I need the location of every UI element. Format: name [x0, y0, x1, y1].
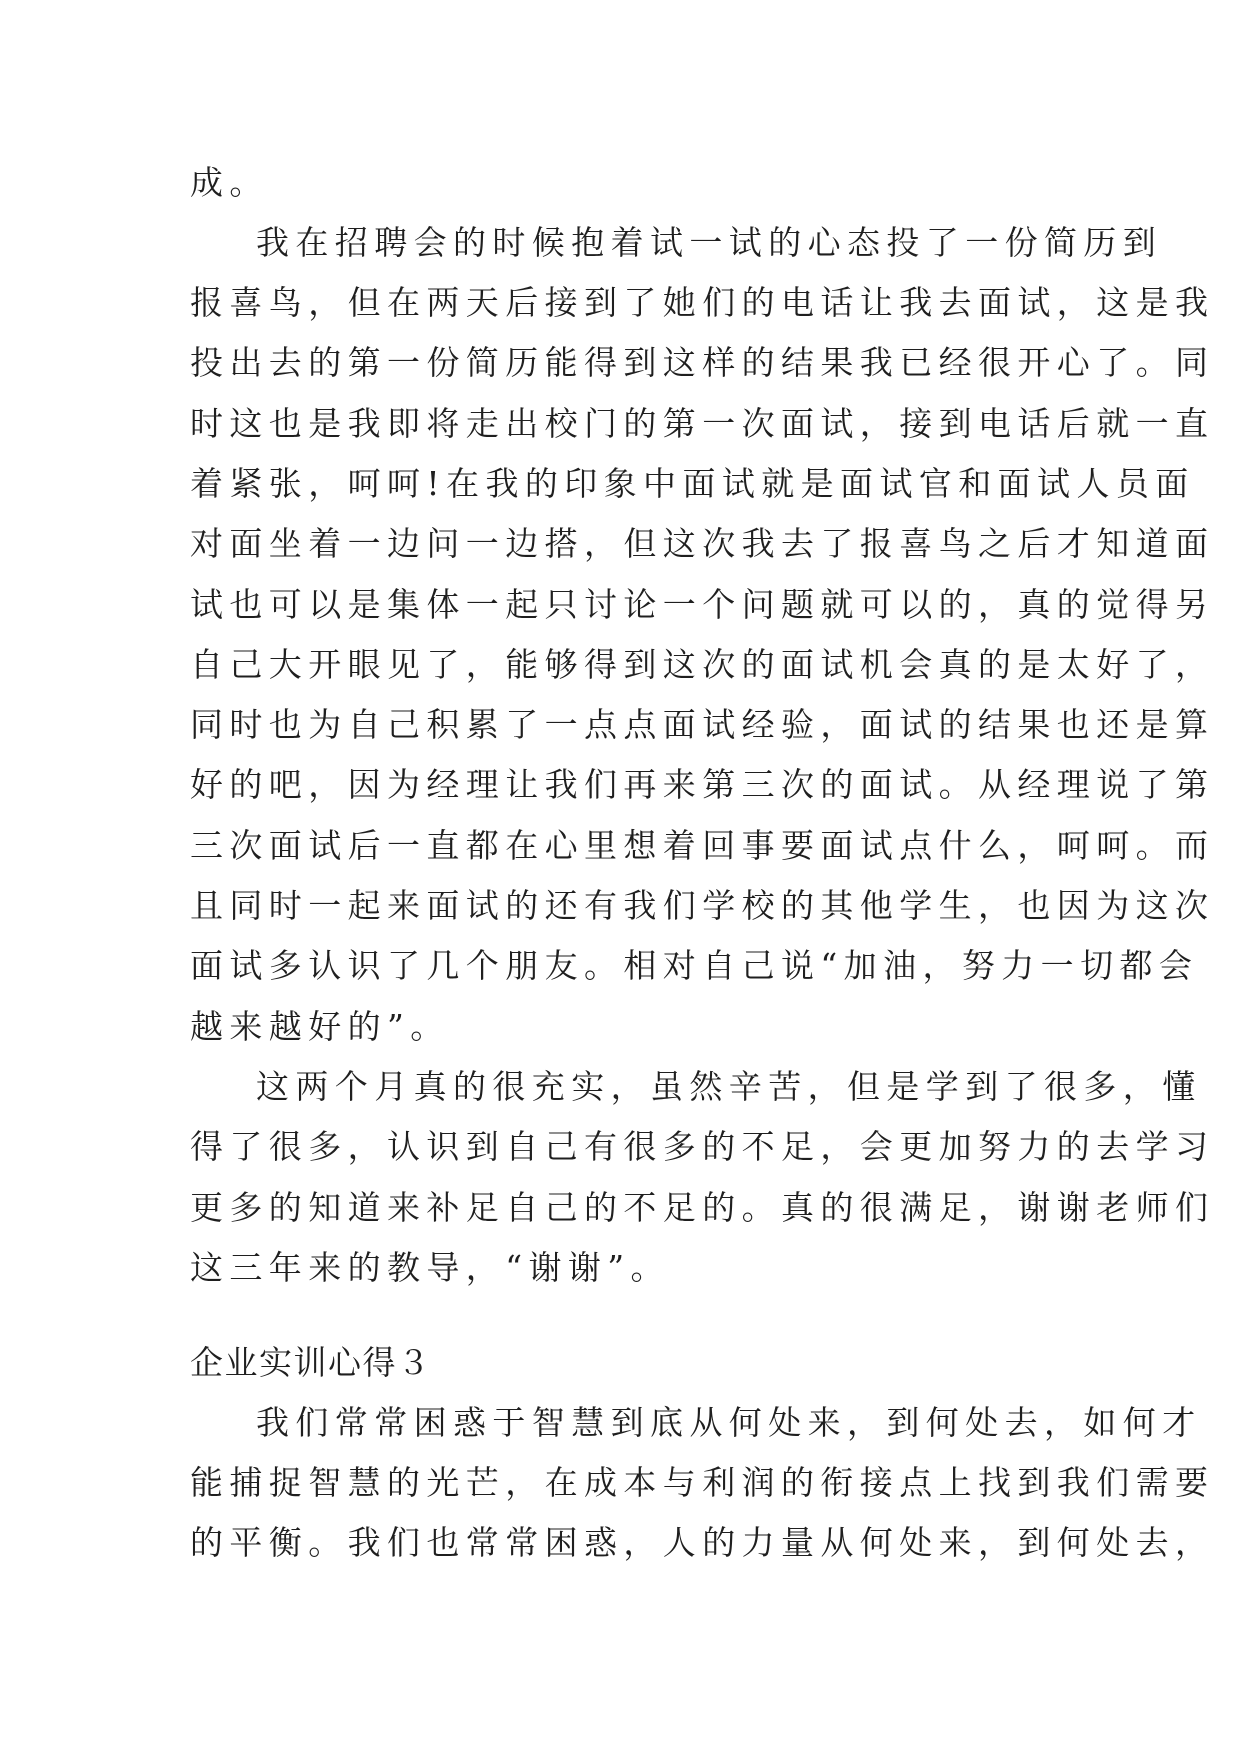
text-line: 成。	[190, 163, 269, 202]
text-line: 试也可以是集体一起只讨论一个问题就可以的，真的觉得另	[190, 585, 1215, 624]
text-line: 能捕捉智慧的光芒，在成本与利润的衔接点上找到我们需要	[190, 1463, 1215, 1502]
text-line: 更多的知道来补足自己的不足的。真的很满足，谢谢老师们	[190, 1188, 1215, 1227]
text-line: 三次面试后一直都在心里想着回事要面试点什么，呵呵。而	[190, 826, 1215, 865]
text-line: 投出去的第一份简历能得到这样的结果我已经很开心了。同	[190, 343, 1215, 382]
text-line: 自己大开眼见了，能够得到这次的面试机会真的是太好了，	[190, 645, 1215, 684]
text-line: 我们常常困惑于智慧到底从何处来，到何处去，如何才	[256, 1403, 1202, 1442]
text-line: 着紧张，呵呵!在我的印象中面试就是面试官和面试人员面	[190, 464, 1195, 503]
section-heading: 企业实训心得３	[190, 1343, 432, 1382]
text-line: 这三年来的教导，“谢谢”。	[190, 1248, 670, 1287]
text-line: 对面坐着一边问一边搭，但这次我去了报喜鸟之后才知道面	[190, 524, 1215, 563]
text-line: 好的吧，因为经理让我们再来第三次的面试。从经理说了第	[190, 765, 1215, 804]
text-line: 越来越好的”。	[190, 1007, 450, 1046]
text-line: 这两个月真的很充实，虽然辛苦，但是学到了很多，懂	[256, 1067, 1202, 1106]
text-line: 面试多认识了几个朋友。相对自己说“加油，努力一切都会	[190, 946, 1199, 985]
text-line: 得了很多，认识到自己有很多的不足，会更加努力的去学习	[190, 1127, 1215, 1166]
text-line: 同时也为自己积累了一点点面试经验，面试的结果也还是算	[190, 705, 1215, 744]
text-line: 且同时一起来面试的还有我们学校的其他学生，也因为这次	[190, 886, 1215, 925]
text-line: 我在招聘会的时候抱着试一试的心态投了一份简历到	[256, 223, 1163, 262]
text-line: 的平衡。我们也常常困惑，人的力量从何处来，到何处去，	[190, 1523, 1215, 1562]
text-line: 时这也是我即将走出校门的第一次面试，接到电话后就一直	[190, 404, 1215, 443]
text-line: 报喜鸟，但在两天后接到了她们的电话让我去面试，这是我	[190, 283, 1215, 322]
